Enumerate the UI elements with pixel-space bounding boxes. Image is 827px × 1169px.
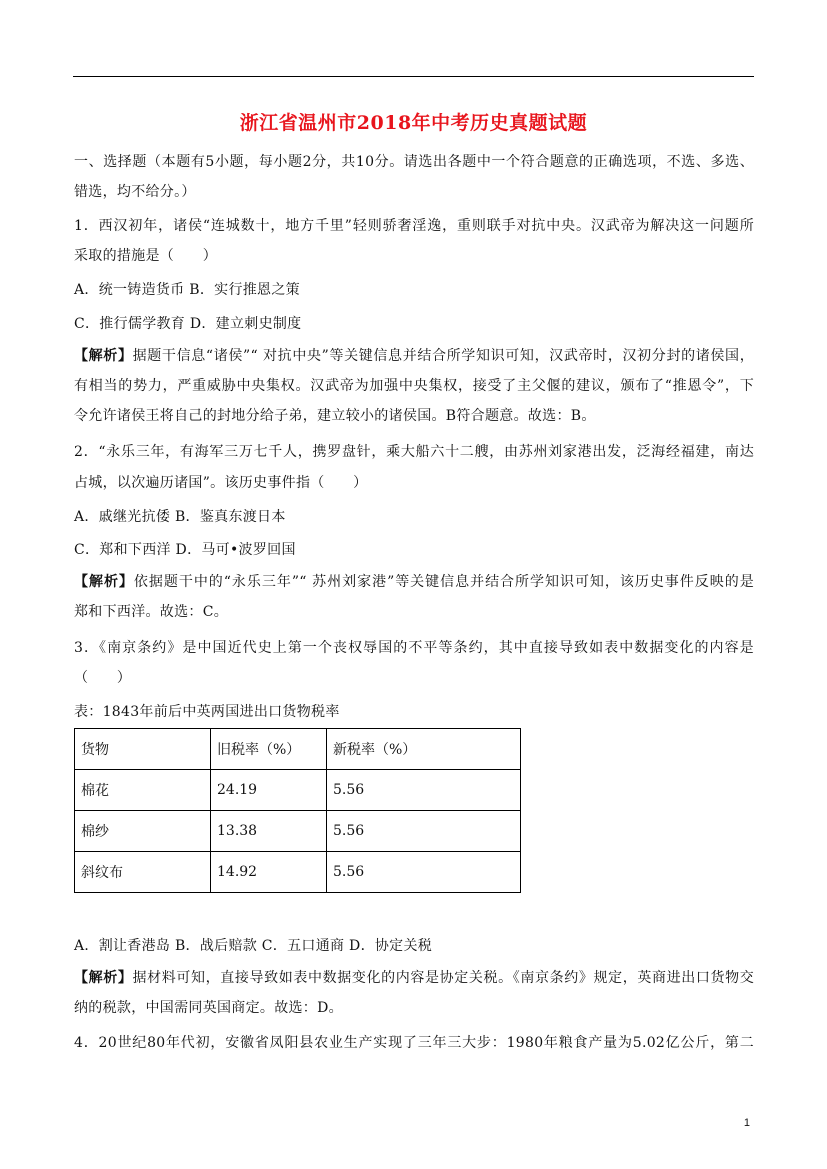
page-number: 1 [743, 1117, 750, 1129]
table-cell: 5.56 [327, 770, 521, 811]
table-cell: 棉纱 [75, 811, 211, 852]
table-cell: 棉花 [75, 770, 211, 811]
table-caption: 表：1843年前后中英两国进出口货物税率 [74, 704, 340, 720]
q2-options-ab: A．戚继光抗倭 B．鉴真东渡日本 [74, 509, 286, 525]
q3-stem-line: （ ） [74, 670, 132, 686]
table-cell: 斜纹布 [75, 852, 211, 893]
table-cell: 14.92 [211, 852, 327, 893]
explanation-text: 依据题干中的“永乐三年”“ 苏州刘家港”等关键信息并结合所学知识可知，该历史事件反映的是 [133, 574, 755, 590]
q1-options-cd: C．推行儒学教育 D．建立刺史制度 [74, 316, 302, 332]
explanation-tag: 【解析】 [74, 574, 134, 590]
page-title: 浙江省温州市2018年中考历史真题试题 [239, 112, 588, 134]
table-header-cell: 旧税率（%） [211, 729, 327, 770]
section-heading-line: 错选，均不给分。） [74, 184, 196, 200]
q1-stem-line: 采取的措施是（ ） [74, 248, 217, 264]
explanation-tag: 【解析】 [74, 348, 133, 364]
q2-explanation-line [74, 572, 754, 592]
table-row [75, 811, 521, 852]
q3-explanation-line: 纳的税款，中国需同英国商定。故选：D。 [74, 1000, 343, 1016]
q1-explanation-line: 有相当的势力，严重威胁中央集权。汉武帝为加强中央集权，接受了主父偃的建议，颁布了“推恩令”，下 [74, 378, 754, 394]
explanation-tag: 【解析】 [74, 970, 133, 986]
q3-explanation-line [74, 968, 754, 988]
table-header-row [75, 729, 521, 770]
explanation-text: 据题干信息“诸侯”“ 对抗中央”等关键信息并结合所学知识可知，汉武帝时，汉初分封的诸侯国， [132, 348, 755, 364]
table-cell: 5.56 [327, 811, 521, 852]
q2-explanation-line: 郑和下西洋。故选：C。 [74, 604, 229, 620]
q1-stem-line: 1．西汉初年，诸侯“连城数十，地方千里”轻则骄奢淫逸，重则联手对抗中央。汉武帝为解决这一问题所 [74, 218, 754, 234]
explanation-text: 据材料可知，直接导致如表中数据变化的内容是协定关税。《南京条约》规定，英商进出口货物交 [132, 970, 754, 986]
q2-options-cd: C．郑和下西洋 D．马可•波罗回国 [74, 542, 296, 558]
table-cell: 5.56 [327, 852, 521, 893]
q1-explanation-line: 令允许诸侯王将自己的封地分给子弟，建立较小的诸侯国。B符合题意。故选：B。 [74, 408, 596, 424]
q1-options-ab: A．统一铸造货币 B．实行推恩之策 [74, 282, 300, 298]
q3-stem-line: 3．《南京条约》是中国近代史上第一个丧权辱国的不平等条约，其中直接导致如表中数据变化的内容是 [74, 640, 754, 656]
table-cell: 24.19 [211, 770, 327, 811]
table-header-cell: 货物 [75, 729, 211, 770]
table-header-cell: 新税率（%） [327, 729, 521, 770]
table-row [75, 852, 521, 893]
header-rule [73, 76, 754, 77]
q3-options: A．割让香港岛 B．战后赔款 C．五口通商 D．协定关税 [74, 938, 433, 954]
tariff-table [74, 728, 521, 893]
q2-stem-line: 占城，以次遍历诸国”。该历史事件指（ ） [74, 475, 368, 491]
q4-stem-line: 4．20世纪80年代初，安徽省凤阳县农业生产实现了三年三大步：1980年粮食产量为5.02亿公斤，第二 [74, 1035, 754, 1051]
table-row [75, 770, 521, 811]
q2-stem-line: 2．“永乐三年，有海军三万七千人，携罗盘针，乘大船六十二艘，由苏州刘家港出发，泛海经福建，南达 [74, 444, 754, 460]
section-heading-line: 一、选择题（本题有5小题，每小题2分，共10分。请选出各题中一个符合题意的正确选项，不选、多选、 [74, 154, 754, 170]
q1-explanation-line [74, 346, 754, 366]
table-cell: 13.38 [211, 811, 327, 852]
